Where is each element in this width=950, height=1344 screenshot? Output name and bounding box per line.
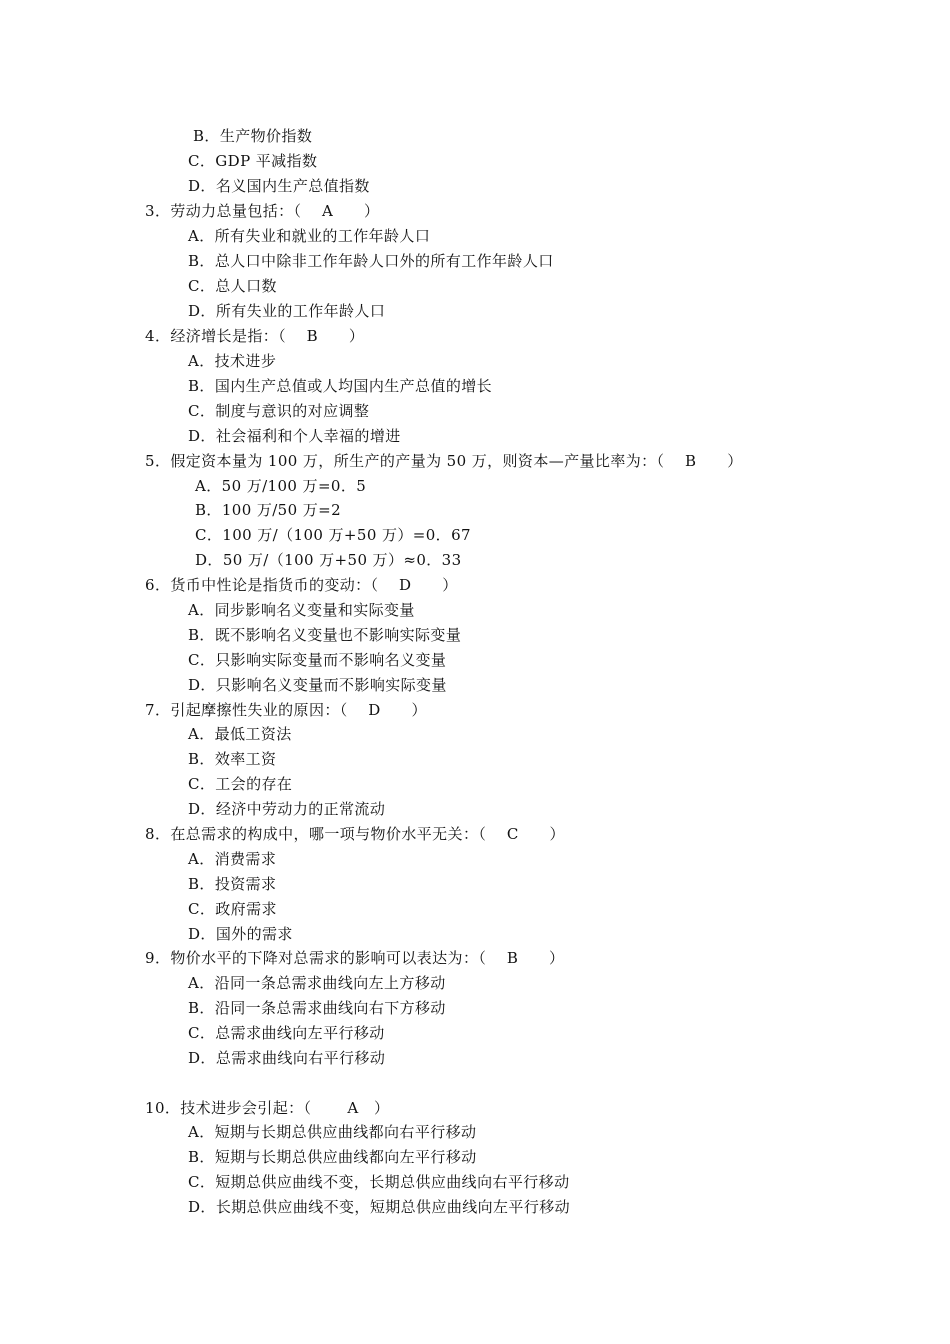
option-7d: D．经济中劳动力的正常流动	[188, 800, 386, 818]
option-6c: C．只影响实际变量而不影响名义变量	[188, 651, 447, 669]
option-8c: C．政府需求	[188, 900, 277, 918]
option-9d: D．总需求曲线向右平行移动	[188, 1049, 386, 1067]
question-10-stem: 10．技术进步会引起：（ A ）	[145, 1099, 390, 1117]
option-9b: B．沿同一条总需求曲线向右下方移动	[188, 999, 446, 1017]
option-3d: D．所有失业的工作年龄人口	[188, 302, 386, 320]
option-5a: A．50 万/100 万=0．5	[195, 477, 367, 495]
option-5d: D．50 万/（100 万+50 万）≈0．33	[195, 551, 462, 569]
option-10c: C．短期总供应曲线不变，长期总供应曲线向右平行移动	[188, 1173, 570, 1191]
option-3c: C．总人口数	[188, 277, 277, 295]
option-2c: C．GDP 平减指数	[188, 152, 318, 170]
option-8a: A．消费需求	[188, 850, 277, 868]
question-7-stem: 7．引起摩擦性失业的原因：（ D ）	[145, 701, 427, 719]
question-6-stem: 6．货币中性论是指货币的变动：（ D ）	[145, 576, 458, 594]
option-8d: D．国外的需求	[188, 925, 293, 943]
option-8b: B．投资需求	[188, 875, 277, 893]
option-7b: B．效率工资	[188, 750, 277, 768]
question-3-stem: 3．劳动力总量包括：（ A ）	[145, 202, 380, 220]
option-4d: D．社会福利和个人幸福的增进	[188, 427, 401, 445]
option-4c: C．制度与意识的对应调整	[188, 402, 370, 420]
question-5-stem: 5．假定资本量为 100 万，所生产的产量为 50 万，则资本—产量比率为：（ B ）	[145, 452, 743, 470]
option-9a: A．沿同一条总需求曲线向左上方移动	[188, 974, 446, 992]
option-2d: D．名义国内生产总值指数	[188, 177, 370, 195]
option-3b: B．总人口中除非工作年龄人口外的所有工作年龄人口	[188, 252, 554, 270]
question-4-stem: 4．经济增长是指：（ B ）	[145, 327, 365, 345]
option-10b: B．短期与长期总供应曲线都向左平行移动	[188, 1148, 477, 1166]
question-8-stem: 8．在总需求的构成中，哪一项与物价水平无关：（ C ）	[145, 825, 565, 843]
option-5c: C．100 万/（100 万+50 万）=0．67	[195, 526, 471, 544]
option-5b: B．100 万/50 万=2	[195, 501, 342, 519]
option-10a: A．短期与长期总供应曲线都向右平行移动	[188, 1123, 477, 1141]
option-9c: C．总需求曲线向左平行移动	[188, 1024, 385, 1042]
option-10d: D．长期总供应曲线不变，短期总供应曲线向左平行移动	[188, 1198, 571, 1216]
option-4a: A．技术进步	[188, 352, 277, 370]
option-6a: A．同步影响名义变量和实际变量	[188, 601, 415, 619]
option-7a: A．最低工资法	[188, 725, 292, 743]
option-3a: A．所有失业和就业的工作年龄人口	[188, 227, 431, 245]
option-2b: B．生产物价指数	[193, 127, 313, 145]
option-7c: C．工会的存在	[188, 775, 293, 793]
option-6b: B．既不影响名义变量也不影响实际变量	[188, 626, 462, 644]
option-4b: B．国内生产总值或人均国内生产总值的增长	[188, 377, 493, 395]
option-6d: D．只影响名义变量而不影响实际变量	[188, 676, 447, 694]
question-9-stem: 9．物价水平的下降对总需求的影响可以表达为：（ B ）	[145, 949, 565, 967]
